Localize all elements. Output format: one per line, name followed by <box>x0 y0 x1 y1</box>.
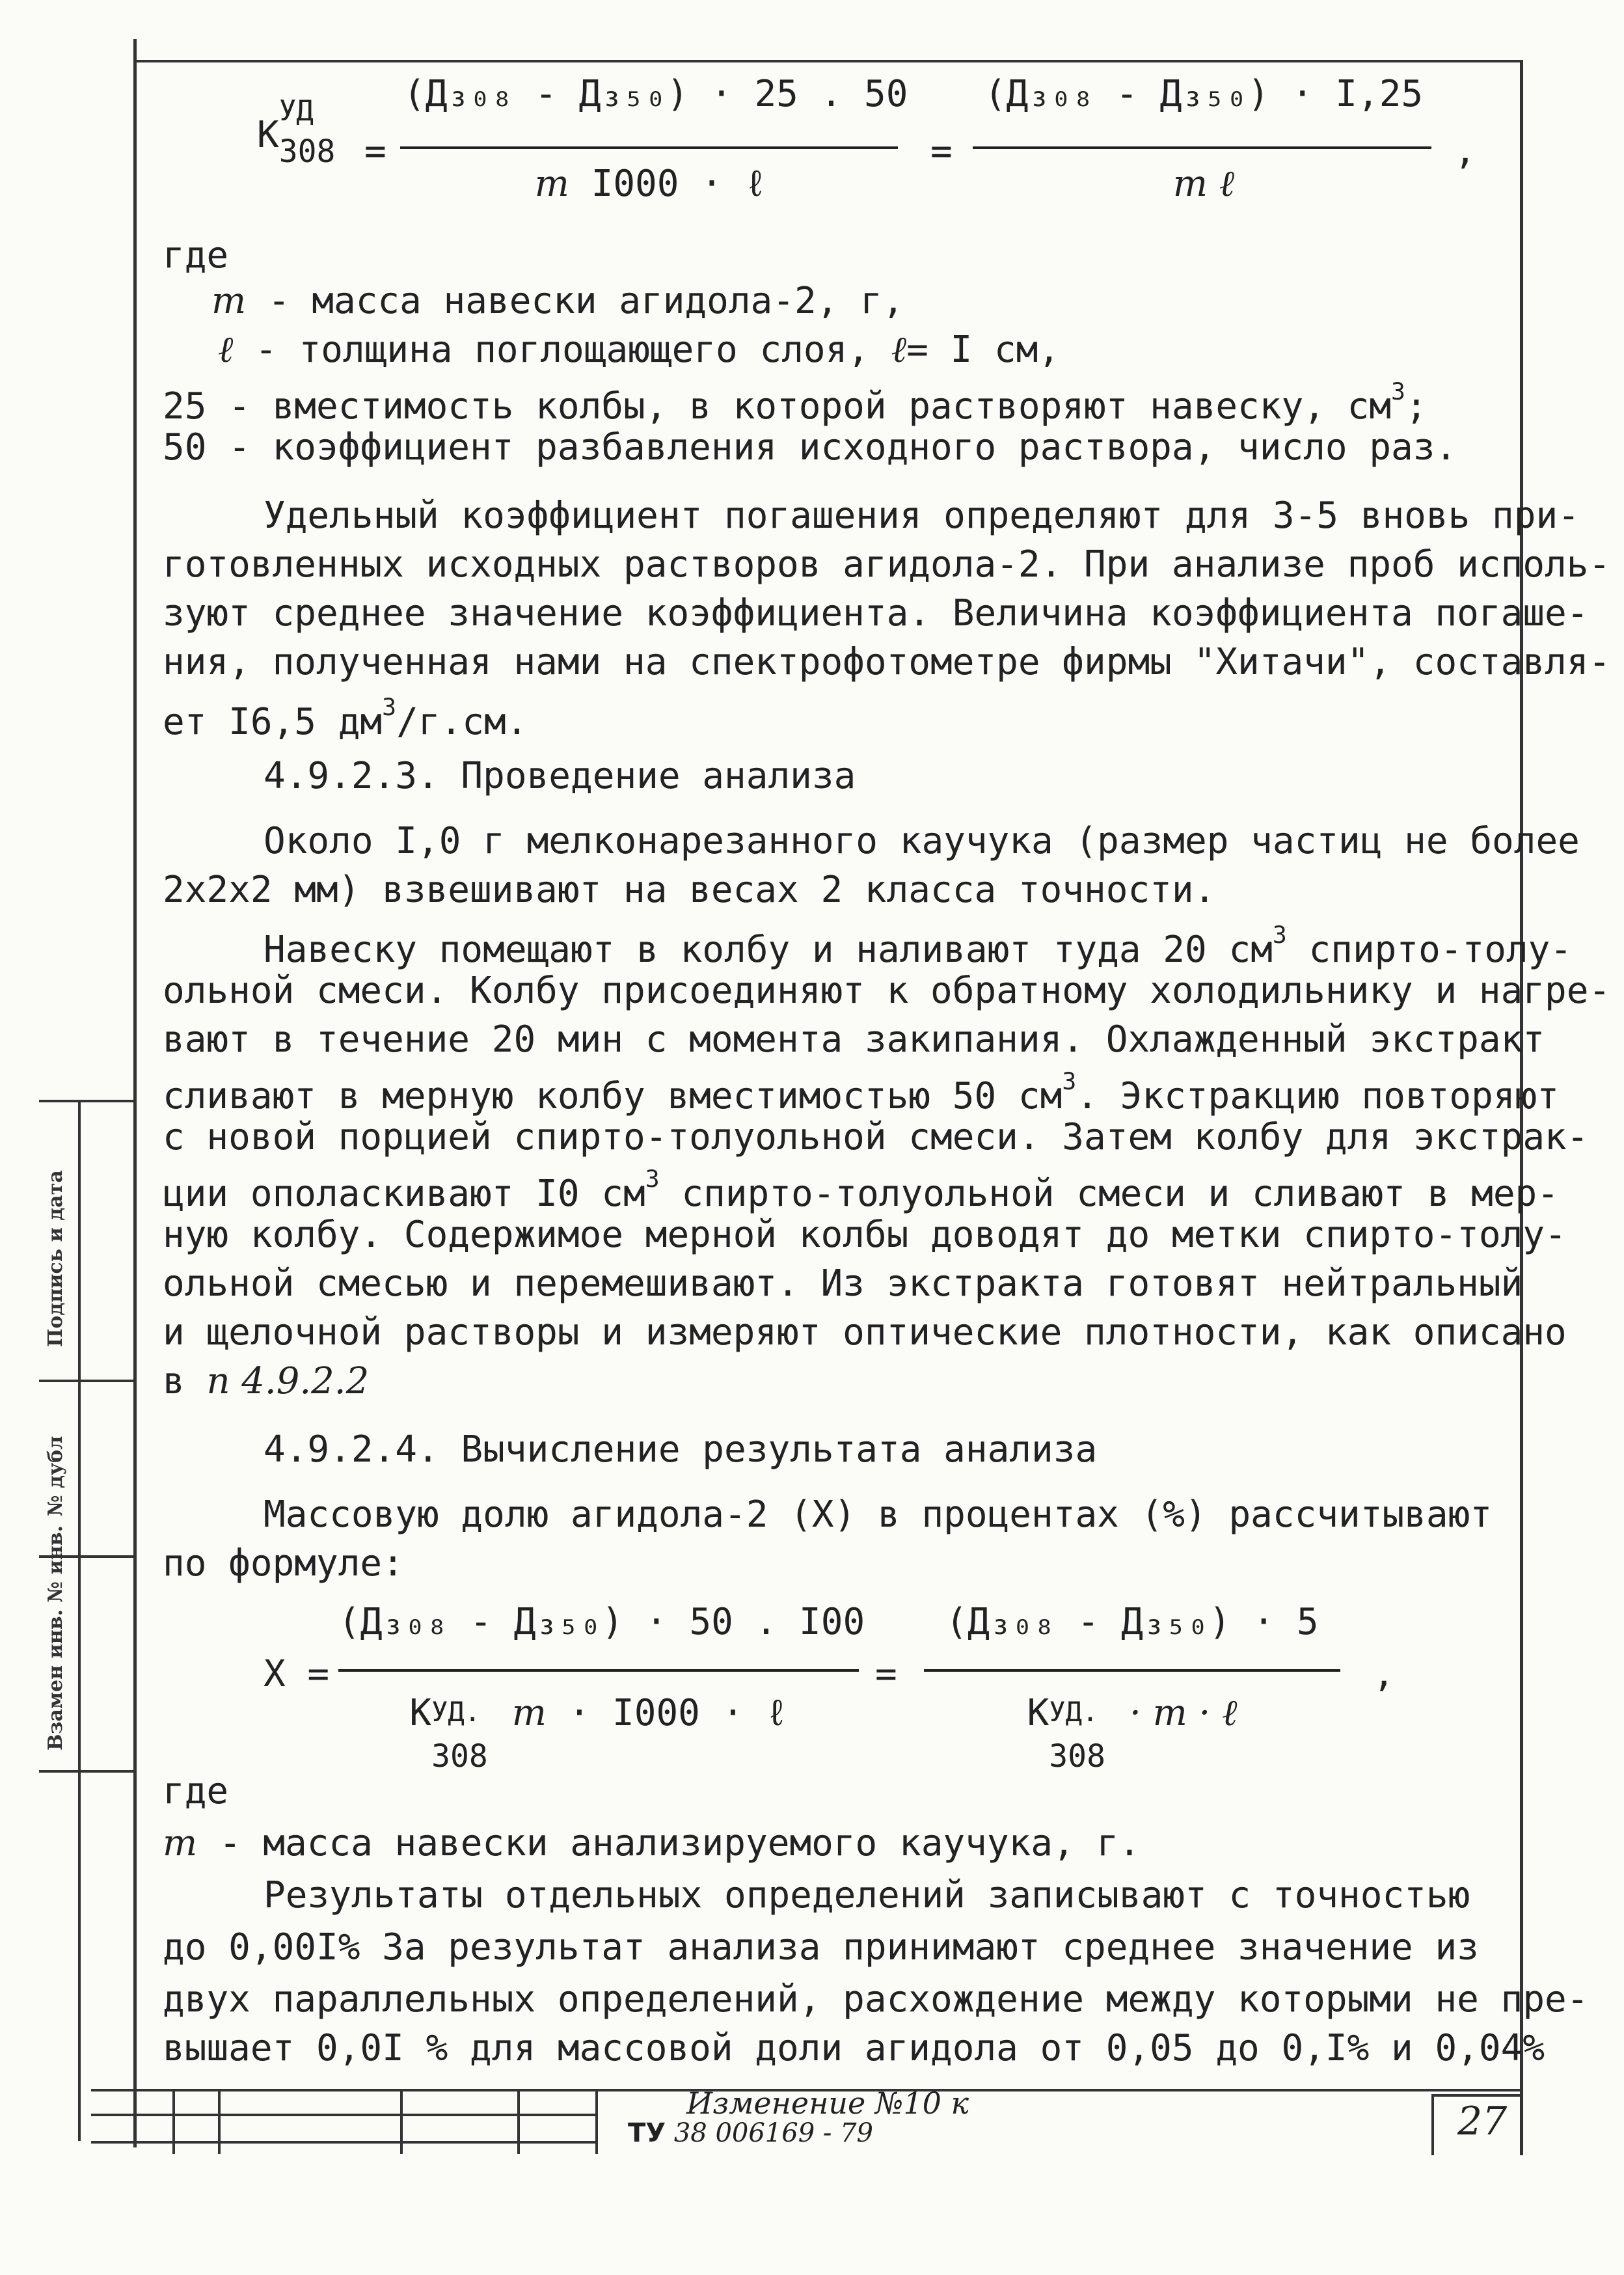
para5-line: Результаты отдельных определений записывают с точностью <box>264 1874 1470 1916</box>
para1-last-line: ет I6,5 $дм^3/г.см$. <box>163 693 528 744</box>
para3-ref-line: в п 4.9.2.2 <box>163 1360 370 1402</box>
where-label-2: где <box>163 1770 229 1812</box>
para5-line: до 0,00I% За результат анализа принимают среднее значение из <box>163 1926 1479 1968</box>
formula2-x: X = <box>264 1653 330 1695</box>
definition-50: 50 - коэффициент разбавления исходного раствора, число раз. <box>163 426 1457 469</box>
definition-m-rubber: m - масса навески анализируемого каучука, г. <box>163 1822 1141 1864</box>
para3-line: ции ополаскивают I0 $см^3$ спирто-толуольной смеси и сливают в мер- <box>163 1165 1559 1216</box>
formula2-numerator-2: (Д₃₀₈ - Д₃₅₀) · 5 <box>945 1601 1319 1643</box>
stamp-col-line <box>595 2089 598 2154</box>
stamp-col-line <box>400 2089 403 2154</box>
para3-line: ную колбу. Содержимое мерной колбы доводят до метки спирто-толу- <box>163 1214 1567 1256</box>
side-stamp-line <box>39 1770 137 1773</box>
para1-line: Удельный коэффициент погашения определяют для 3-5 вновь при- <box>264 495 1580 537</box>
para3-line: Навеску помещают в колбу и наливают туда 20 $см^3$ спирто-толу- <box>264 921 1573 972</box>
para2-line: 2x2x2 мм) взвешивают на весах 2 класса точности. <box>163 869 1216 911</box>
formula1-eq2: = <box>930 130 953 172</box>
formula1-numerator-1: (Д₃₀₈ - Д₃₅₀) · 25 . 50 <box>403 73 908 115</box>
formula1-fraction-bar-1 <box>400 146 898 149</box>
side-stamp-line <box>39 1380 137 1382</box>
para3-line: и щелочной растворы и измеряют оптические плотности, как описано <box>163 1311 1567 1354</box>
formula2-fraction-bar-1 <box>338 1669 859 1672</box>
para3-line: вают в течение 20 мин с момента закипания. Охлажденный экстракт <box>163 1018 1545 1061</box>
para3-line: ольной смеси. Колбу присоединяют к обратному холодильнику и нагре- <box>163 970 1611 1012</box>
para1-line: готовленных исходных растворов агидола-2. При анализе проб исполь- <box>163 543 1611 586</box>
para2-line: Около I,0 г мелконарезанного каучука (размер частиц не более <box>264 820 1580 862</box>
para4-line: Массовую долю агидола-2 (X) в процентах (%) рассчитывают <box>264 1493 1493 1536</box>
side-stamp-line <box>39 1100 137 1102</box>
side-label-sign-date: Подпись и дата <box>44 1170 67 1347</box>
para4-line: по формуле: <box>163 1542 404 1585</box>
formula1-denominator-1: m I000 · ℓ <box>534 163 767 205</box>
para3-line: ольной смесью и перемешивают. Из экстракта готовят нейтральный <box>163 1262 1523 1305</box>
definition-m: m - масса навески агидола-2, г, <box>211 280 904 322</box>
stamp-col-line <box>218 2089 221 2154</box>
stamp-col-line <box>517 2089 520 2154</box>
formula1-numerator-2: (Д₃₀₈ - Д₃₅₀) · I,25 <box>984 73 1424 115</box>
frame-top-border <box>133 60 1522 62</box>
formula2-eq: = <box>875 1653 897 1695</box>
para3-line: с новой порцией спирто-толуольной смеси. Затем колбу для экстрак- <box>163 1116 1589 1158</box>
formula2-fraction-bar-2 <box>924 1669 1340 1672</box>
formula1-eq1: = <box>364 130 386 172</box>
para5-line: двух параллельных определений, расхождение между которыми не пре- <box>163 1978 1589 2021</box>
formula1-fraction-bar-2 <box>973 146 1431 149</box>
para3-line: сливают в мерную колбу вместимостью 50 $см^3$. Экстракцию повторяют <box>163 1067 1559 1118</box>
k-symbol: K УД 308 <box>257 94 336 170</box>
page-number: 27 <box>1457 2099 1508 2144</box>
formula2-comma: , <box>1373 1653 1395 1695</box>
formula1-denominator-2: m ℓ <box>1172 163 1235 205</box>
stamp-col-line <box>172 2089 175 2154</box>
side-stamp-divider <box>78 1100 81 2141</box>
section-heading-4-9-2-3: 4.9.2.3. Проведение анализа <box>264 755 856 797</box>
para5-line: вышает 0,0I % для массовой доли агидола от 0,05 до 0,I% и 0,04% <box>163 2027 1545 2069</box>
footer-tu: ТУ 38 006169 - 79 <box>628 2118 873 2148</box>
side-label-inv-no: Взамен инв. № инв. <box>44 1525 67 1751</box>
para1-line: зуют среднее значение коэффициента. Величина коэффициента погаше- <box>163 592 1589 634</box>
where-label-1: где <box>163 234 229 277</box>
section-heading-4-9-2-4: 4.9.2.4. Вычисление результата анализа <box>264 1428 1098 1471</box>
definition-25: 25 - вместимость колбы, в которой растворяют навеску, $см^3$; <box>163 377 1428 428</box>
side-label-dup-no: № дубл <box>44 1436 67 1516</box>
definition-l: ℓ - толщина поглощающего слоя, ℓ= I см, <box>218 329 1061 371</box>
formula2-denominator-1: K УД. 308 m · I000 · ℓ <box>409 1692 788 1775</box>
footer-change-note: Изменение №10 к <box>686 2086 969 2121</box>
frame-left-border <box>133 39 137 2147</box>
formula2-denominator-2: K УД. 308 · m · ℓ <box>1027 1692 1238 1775</box>
formula2-numerator-1: (Д₃₀₈ - Д₃₅₀) · 50 . I00 <box>338 1601 865 1643</box>
para1-line: ния, полученная нами на спектрофотометре фирмы "Хитачи", составля- <box>163 641 1611 683</box>
formula1-comma: , <box>1454 130 1476 172</box>
